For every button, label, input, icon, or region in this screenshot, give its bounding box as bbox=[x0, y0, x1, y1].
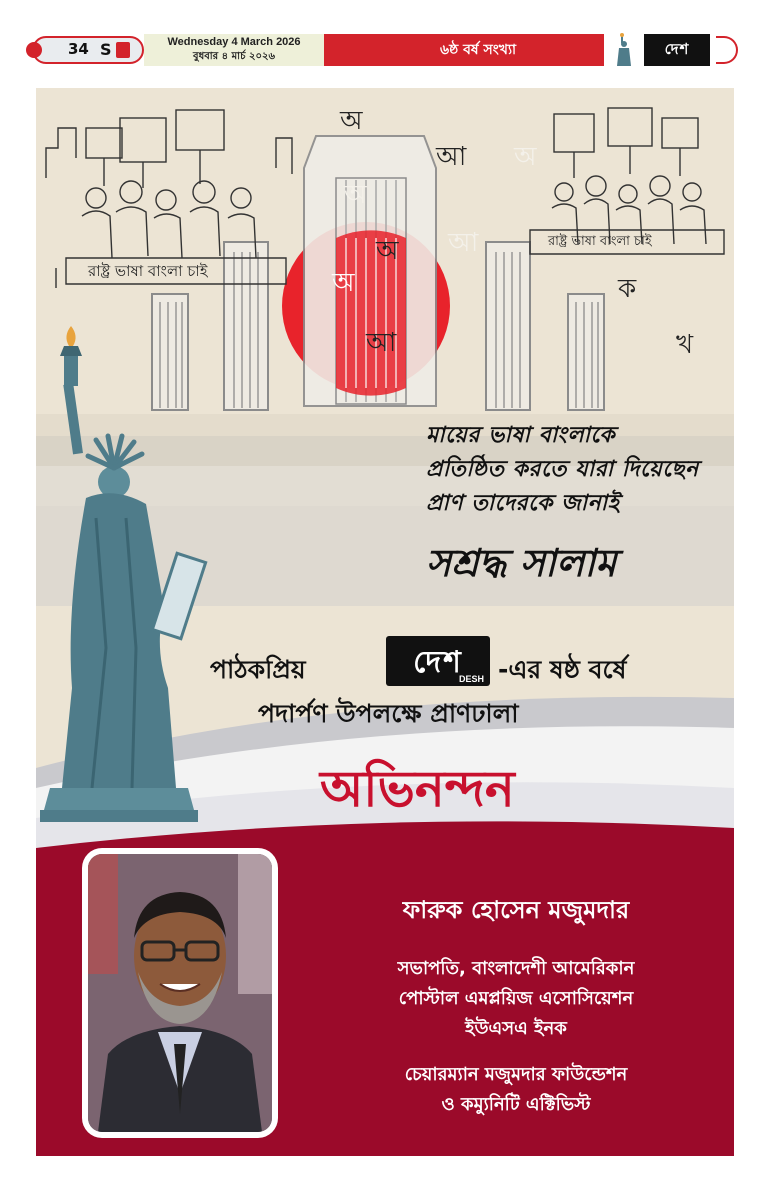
abhinandan-heading: অভিনন্দন bbox=[320, 760, 515, 818]
edition-banner: ৬ষ্ঠ বর্ষ সংখ্যা bbox=[324, 34, 604, 66]
person-role-3: ইউএসএ ইনক bbox=[465, 1018, 567, 1039]
date-bangla: বুধবার ৪ মার্চ ২০২৬ bbox=[193, 51, 275, 62]
letter-a-white: অ bbox=[344, 180, 367, 210]
congrats-suffix: -এর ষষ্ঠ বর্ষে bbox=[498, 655, 627, 684]
portrait-frame bbox=[82, 848, 278, 1138]
header-end-cap bbox=[716, 36, 738, 64]
red-dot-icon bbox=[26, 42, 42, 58]
date-box bbox=[144, 34, 324, 66]
letter-a-right: অ bbox=[514, 142, 537, 172]
letter-aa-white: আ bbox=[448, 228, 479, 258]
person-portrait-illustration bbox=[88, 854, 272, 1132]
congrats-prefix: পাঠকপ্রিয় bbox=[210, 655, 306, 684]
banner-left: রাষ্ট্র ভাষা বাংলা চাই bbox=[88, 262, 208, 280]
section-logo-bar bbox=[116, 42, 130, 58]
letter-a-top: অ bbox=[340, 106, 363, 136]
letter-aa-top: আ bbox=[436, 142, 467, 172]
person-role-2: পোস্টাল এমপ্লয়িজ এসোসিয়েশন bbox=[398, 988, 634, 1009]
tribute-line-3: প্রাণ তাদেরকে জানাই bbox=[426, 491, 620, 516]
page-header bbox=[32, 30, 738, 70]
letter-a-mid: অ bbox=[376, 236, 399, 266]
person-name: ফারুক হোসেন মজুমদার bbox=[402, 896, 630, 924]
person-role-4: চেয়ারম্যান মজুমদার ফাউন্ডেশন bbox=[404, 1064, 628, 1085]
person-role-5: ও কম্যুনিটি এক্টিভিস্ট bbox=[441, 1094, 591, 1115]
desh-logo-word: দেশ bbox=[413, 645, 463, 680]
desh-logo bbox=[386, 636, 490, 686]
statue-of-liberty-icon bbox=[610, 32, 636, 68]
tribute-line-2: প্রতিষ্ঠিত করতে যারা দিয়েছেন bbox=[426, 457, 699, 482]
letter-aa-bottom: আ bbox=[366, 328, 397, 358]
letter-kha: খ bbox=[676, 330, 694, 360]
date-english: Wednesday 4 March 2026 bbox=[167, 36, 301, 48]
portrait-photo bbox=[88, 854, 272, 1132]
letter-a-red: অ bbox=[332, 268, 355, 298]
salam-heading: সশ্রদ্ধ সালাম bbox=[426, 541, 617, 585]
section-logo: S bbox=[100, 40, 112, 59]
letter-ka: ক bbox=[618, 274, 637, 304]
person-role-1: সভাপতি, বাংলাদেশী আমেরিকান bbox=[397, 958, 635, 979]
desh-logo-sub: DESH bbox=[458, 674, 484, 684]
page-number: 34 bbox=[68, 40, 89, 58]
congrats-line-2: পদার্পণ উপলক্ষে প্রাণঢালা bbox=[258, 699, 519, 728]
page-number-box bbox=[32, 36, 144, 64]
tribute-line-1: মায়ের ভাষা বাংলাকে bbox=[426, 423, 616, 448]
banner-right: রাষ্ট্র ভাষা বাংলা চাই bbox=[548, 234, 652, 249]
advertisement-poster bbox=[36, 88, 734, 1156]
brand-logo: দেশ bbox=[644, 34, 710, 66]
